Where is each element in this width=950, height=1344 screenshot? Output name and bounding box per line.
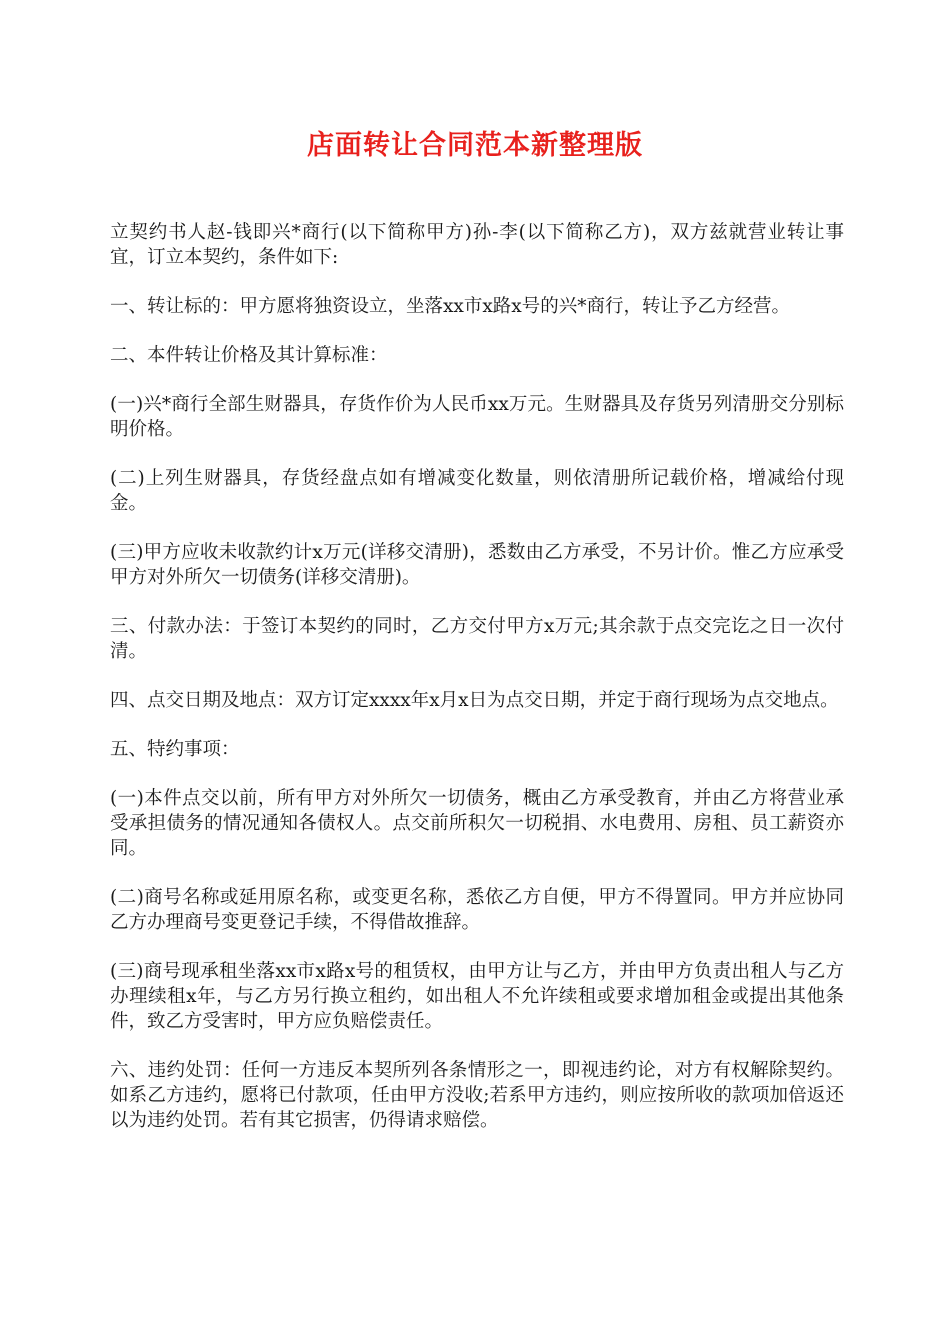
paragraph-price-item-2: (二)上列生财器具，存货经盘点如有增减变化数量，则依清册所记载价格，增减给付现金。	[110, 468, 844, 514]
paragraph-price-item-3: (三)甲方应收未收款约计x万元(详移交清册)，悉数由乙方承受，不另计价。惟乙方应承受甲方对外所欠一切债务(详移交清册)。	[110, 542, 844, 588]
paragraph-special-term-1: (一)本件点交以前，所有甲方对外所欠一切债务，概由乙方承受教育，并由乙方将营业承受承担债务的情况通知各债权人。点交前所积欠一切税捐、水电费用、房租、员工薪资亦同。	[110, 788, 844, 859]
paragraph-transfer-subject: 一、转让标的：甲方愿将独资设立，坐落xx市x路x号的兴*商行，转让予乙方经营。	[110, 296, 790, 317]
paragraph-special-terms-heading: 五、特约事项：	[110, 739, 240, 760]
paragraph-special-term-2: (二)商号名称或延用原名称，或变更名称，悉依乙方自便，甲方不得置同。甲方并应协同乙方办理商号变更登记手续，不得借故推辞。	[110, 887, 844, 933]
paragraph-price-heading: 二、本件转让价格及其计算标准：	[110, 345, 388, 366]
paragraph-intro: 立契约书人赵-钱即兴*商行(以下简称甲方)孙-李(以下简称乙方)，双方兹就营业转让事宜，订立本契约，条件如下:	[110, 222, 844, 268]
paragraph-payment-method: 三、付款办法：于签订本契约的同时，乙方交付甲方x万元;其余款于点交完讫之日一次付清。	[110, 616, 844, 662]
paragraph-price-item-1: (一)兴*商行全部生财器具，存货作价为人民币xx万元。生财器具及存货另列清册交分别标明价格。	[110, 394, 844, 440]
document-body	[110, 220, 844, 1157]
document-title: 店面转让合同范本新整理版	[307, 130, 643, 161]
paragraph-breach-penalty: 六、违约处罚：任何一方违反本契所列各条情形之一，即视违约论，对方有权解除契约。如系乙方违约，愿将已付款项，任由甲方没收;若系甲方违约，则应按所收的款项加倍返还以为违约处罚。若有其它损害，仍得请求赔偿。	[110, 1060, 844, 1131]
paragraph-handover-date: 四、点交日期及地点：双方订定xxxx年x月x日为点交日期，并定于商行现场为点交地点。	[110, 690, 839, 711]
paragraph-special-term-3: (三)商号现承租坐落xx市x路x号的租赁权，由甲方让与乙方，并由甲方负责出租人与乙方办理续租x年，与乙方另行换立租约，如出租人不允许续租或要求增加租金或提出其他条件，致乙方受害时，甲方应负赔偿责任。	[110, 961, 844, 1032]
